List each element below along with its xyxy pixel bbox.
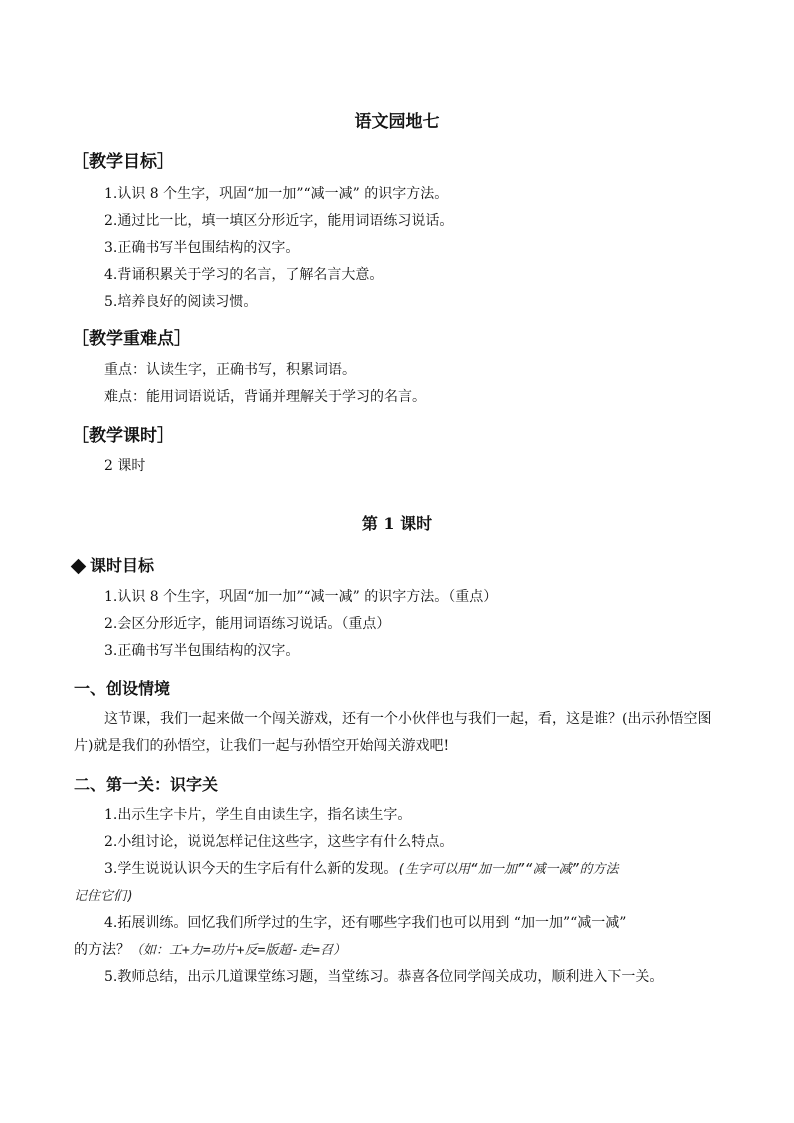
document-title: 语文园地七 bbox=[354, 112, 440, 132]
lesson-goal-item: 1.认识 8 个生字，巩固“加一加”“减一减” 的识字方法。（重点） bbox=[104, 589, 498, 605]
lesson-title: 第 1 课时 bbox=[361, 514, 433, 533]
item-3-note-continued bbox=[74, 886, 134, 907]
heading-lesson-goals bbox=[70, 553, 154, 576]
section-1-paragraph: 这节课，我们一起来做一个闯关游戏，还有一个小伙伴也与我们一起，看，这是谁？(出示孙悟空图片)就是我们的孙悟空，让我们一起与孙悟空开始闯关游戏吧! bbox=[74, 711, 712, 754]
heading-class-hours: ［教学课时］ bbox=[72, 426, 174, 446]
section-2-item: 1.出示生字卡片，学生自由读生字，指名读生字。 bbox=[104, 807, 412, 823]
section-2-item: 2.小组讨论，说说怎样记住这些字，这些字有什么特点。 bbox=[104, 834, 454, 850]
item-3-note-end: 记住它们) bbox=[74, 889, 134, 904]
diamond-bullet-icon bbox=[71, 558, 87, 574]
heading-section-1: 一、创设情境 bbox=[74, 679, 171, 698]
keypoint-item: 难点：能用词语说话，背诵并理解关于学习的名言。 bbox=[104, 389, 426, 405]
section-2-item-3 bbox=[104, 859, 619, 880]
section-2-item-5: 5.教师总结，出示几道课堂练习题，当堂练习。恭喜各位同学闯关成功，顺利进入下一关。 bbox=[104, 969, 664, 985]
goal-item: 3.正确书写半包围结构的汉字。 bbox=[104, 240, 300, 256]
lesson-goal-item: 2.会区分形近字，能用词语练习说话。（重点） bbox=[104, 616, 391, 632]
keypoint-item: 重点：认读生字，正确书写，积累词语。 bbox=[104, 362, 356, 378]
heading-key-points: ［教学重难点］ bbox=[72, 329, 191, 349]
goal-item: 1.认识 8 个生字，巩固“加一加”“减一减” 的识字方法。 bbox=[104, 186, 449, 202]
item-3-text: 3.学生说说认识今天的生字后有什么新的发现。 bbox=[104, 861, 398, 877]
item-4-note: （如：工+力=功片+反=版超-走=召） bbox=[130, 943, 346, 958]
goal-item: 2.通过比一比，填一填区分形近字，能用词语练习说话。 bbox=[104, 213, 454, 229]
heading-section-2: 二、第一关：识字关 bbox=[74, 775, 219, 794]
section-2-item-4: 4.拓展训练。回忆我们所学过的生字，还有哪些字我们也可以用到 “加一加”“减一减” bbox=[104, 915, 627, 931]
lesson-goals-label: 课时目标 bbox=[90, 556, 155, 575]
class-hours-value: 2 课时 bbox=[104, 458, 146, 474]
heading-teaching-goals: ［教学目标］ bbox=[72, 152, 174, 172]
item-3-note: (生字可以用“加一加”“减一减”的方法 bbox=[397, 862, 619, 877]
goal-item: 5.培养良好的阅读习惯。 bbox=[104, 294, 258, 310]
goal-item: 4.背诵积累关于学习的名言，了解名言大意。 bbox=[104, 267, 384, 283]
item-4-text-end: 的方法？ bbox=[74, 942, 130, 958]
item-4-continued bbox=[74, 940, 346, 961]
lesson-goal-item: 3.正确书写半包围结构的汉字。 bbox=[104, 643, 300, 659]
